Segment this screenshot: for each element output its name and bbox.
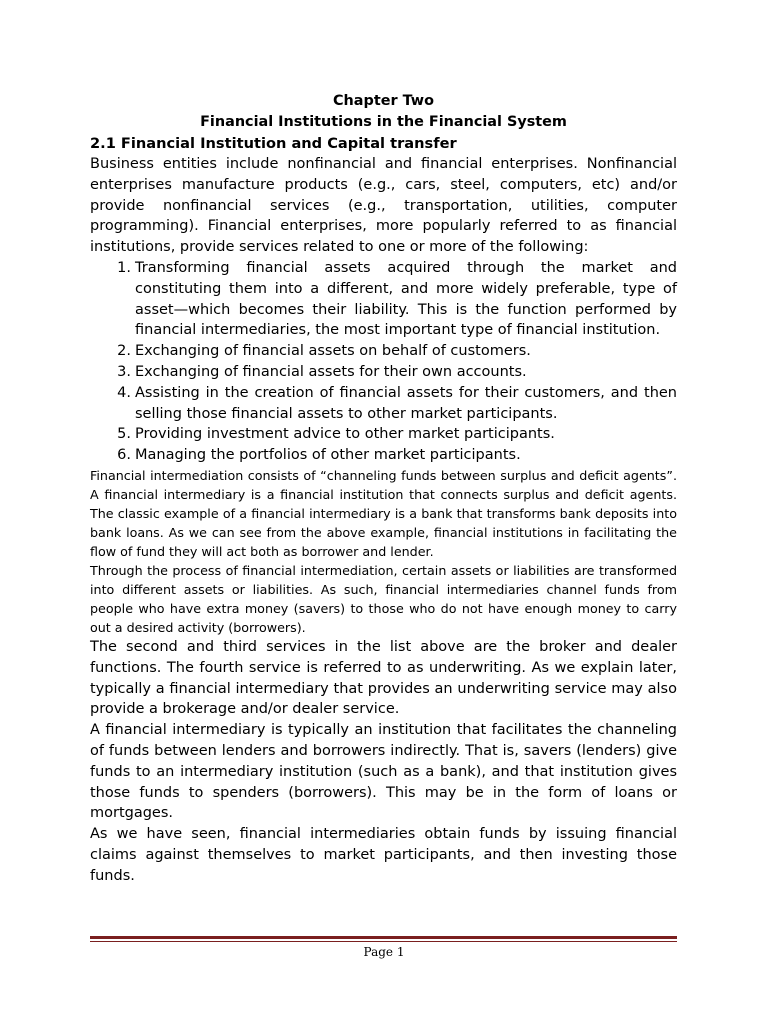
footer-divider-thick-line xyxy=(90,936,677,939)
list-item xyxy=(90,383,677,425)
list-item-text: Exchanging of financial assets on behalf of customers. xyxy=(135,343,531,360)
list-item-number: 3. xyxy=(117,363,131,380)
list-item-number: 6. xyxy=(117,447,131,464)
funds-obtained-paragraph: As we have seen, financial intermediaries obtain funds by issuing financial claims against themselves to market participants, and then investing those funds. xyxy=(90,826,677,884)
list-item xyxy=(90,258,677,341)
chapter-title: Financial Institutions in the Financial System xyxy=(200,114,567,130)
list-item-text: Exchanging of financial assets for their own accounts. xyxy=(135,363,527,380)
page-content xyxy=(90,91,677,887)
broker-dealer-paragraph: The second and third services in the list above are the broker and dealer functions. The fourth service is referred to as underwriting. As we explain later, typically a financial intermediary that provides an underwriting service may also provide a brokerage and/or dealer service. xyxy=(90,638,677,718)
list-item-number: 5. xyxy=(117,426,131,443)
intermediation-definition-paragraph: Financial intermediation consists of “channeling funds between surplus and deficit agents”. A financial intermediary is a financial institution that connects surplus and deficit agents. The classic example of a financial intermediary is a bank that transforms bank deposits into bank loans. As we can see from the above example, financial institutions in facilitating the flow of fund they will act both as borrower and lender. xyxy=(90,467,677,559)
list-item xyxy=(90,341,677,362)
list-item-number: 2. xyxy=(117,343,131,360)
list-item xyxy=(90,424,677,445)
chapter-label: Chapter Two xyxy=(333,93,434,109)
section-heading: 2.1 Financial Institution and Capital transfer xyxy=(90,135,457,152)
intro-paragraph: Business entities include nonfinancial and financial enterprises. Nonfinancial enterprises manufacture products (e.g., cars, steel, computers, etc) and/or provide nonfinancial services (e.g., transportation, utilities, computer programming). Financial enterprises, more popularly referred to as financial institutions, provide services related to one or more of the following: xyxy=(90,156,677,256)
list-item-text: Assisting in the creation of financial assets for their customers, and then selling those financial assets to other market participants. xyxy=(135,384,677,422)
list-item-text: Transforming financial assets acquired through the market and constituting them into a different, and more widely preferable, type of asset—which becomes their liability. This is the function performed by financial intermediaries, the most important type of financial institution. xyxy=(135,259,677,339)
list-item xyxy=(90,362,677,383)
services-list xyxy=(90,258,677,466)
page-number: Page 1 xyxy=(363,945,405,959)
list-item-text: Managing the portfolios of other market participants. xyxy=(135,447,521,464)
footer-divider xyxy=(90,936,677,942)
list-item xyxy=(90,445,677,466)
intermediation-process-paragraph: Through the process of financial intermediation, certain assets or liabilities are transformed into different assets or liabilities. As such, financial intermediaries channel funds from people who have extra money (savers) to those who do not have enough money to carry out a desired activity (borrowers). xyxy=(90,562,677,635)
footer-divider-thin-line xyxy=(90,941,677,942)
list-item-text: Providing investment advice to other market participants. xyxy=(135,426,555,443)
list-item-number: 1. xyxy=(117,259,131,276)
intermediary-definition-paragraph: A financial intermediary is typically an institution that facilitates the channeling of funds between lenders and borrowers indirectly. That is, savers (lenders) give funds to an intermediary institution (such as a bank), and that institution gives those funds to spenders (borrowers). This may be in the form of loans or mortgages. xyxy=(90,722,677,822)
list-item-number: 4. xyxy=(117,384,131,401)
